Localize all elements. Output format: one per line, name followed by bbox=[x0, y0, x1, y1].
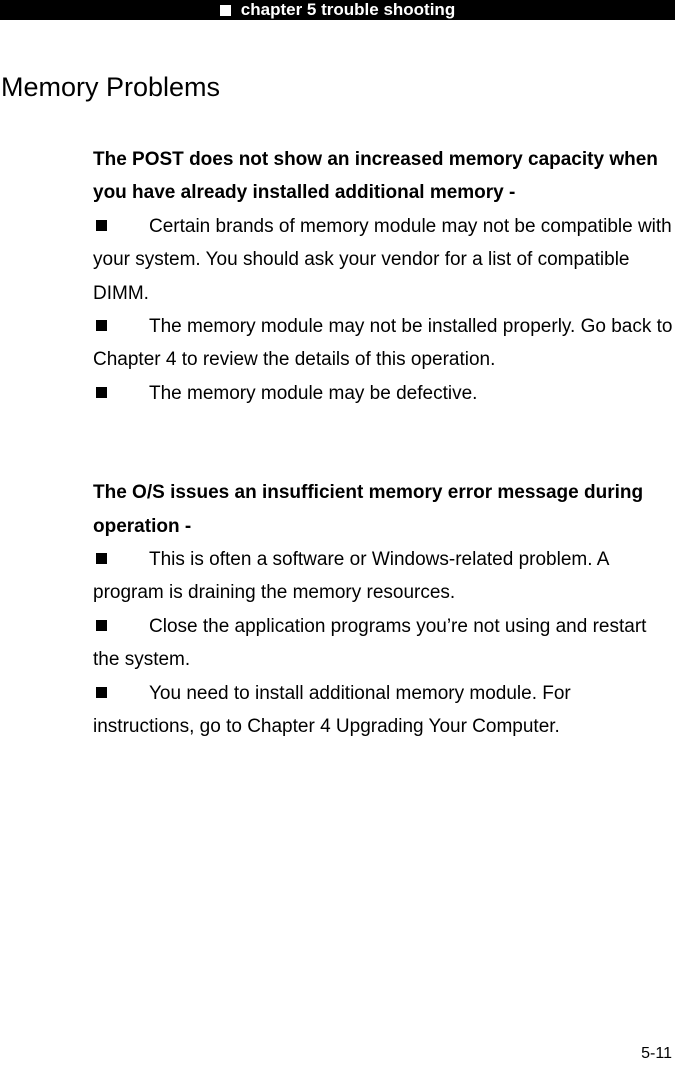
solution-text: The memory module may be defective. bbox=[149, 382, 478, 404]
problem-question: The POST does not show an increased memory capacity when you have already installed additional memory - bbox=[93, 149, 658, 204]
solution-bullet bbox=[93, 543, 673, 610]
solution-bullet bbox=[93, 310, 673, 377]
solution-text: This is often a software or Windows-related problem. A program is draining the memory resources. bbox=[93, 549, 609, 604]
square-bullet-icon bbox=[96, 620, 107, 631]
solution-text: You need to install additional memory module. For instructions, go to Chapter 4 Upgrading Your Computer. bbox=[93, 682, 571, 738]
square-bullet-icon bbox=[96, 320, 107, 331]
page-title: Memory Problems bbox=[1, 72, 221, 102]
solution-text: Certain brands of memory module may not be compatible with your system. You should ask your vendor for a list of compatible DIMM. bbox=[93, 215, 672, 304]
solution-bullet bbox=[93, 610, 673, 677]
chapter-header-bar bbox=[0, 0, 675, 20]
page-number: 5-11 bbox=[641, 1045, 672, 1062]
chapter-header-title: chapter 5 trouble shooting bbox=[240, 0, 456, 19]
problem-question: The O/S issues an insufficient memory error message during operation - bbox=[93, 482, 644, 537]
solution-bullet bbox=[93, 677, 673, 744]
solution-bullet bbox=[93, 210, 673, 310]
problem-section-post-memory bbox=[93, 143, 673, 410]
solution-text: Close the application programs you’re not using and restart the system. bbox=[93, 615, 647, 671]
square-bullet-icon bbox=[220, 5, 231, 16]
square-bullet-icon bbox=[96, 220, 107, 231]
square-bullet-icon bbox=[96, 553, 107, 564]
square-bullet-icon bbox=[96, 687, 107, 698]
solution-bullet bbox=[93, 377, 673, 410]
square-bullet-icon bbox=[96, 387, 107, 398]
document-body bbox=[93, 143, 673, 744]
solution-text: The memory module may not be installed properly. Go back to Chapter 4 to review the details of this operation. bbox=[93, 316, 673, 371]
problem-section-insufficient-memory bbox=[93, 476, 673, 743]
